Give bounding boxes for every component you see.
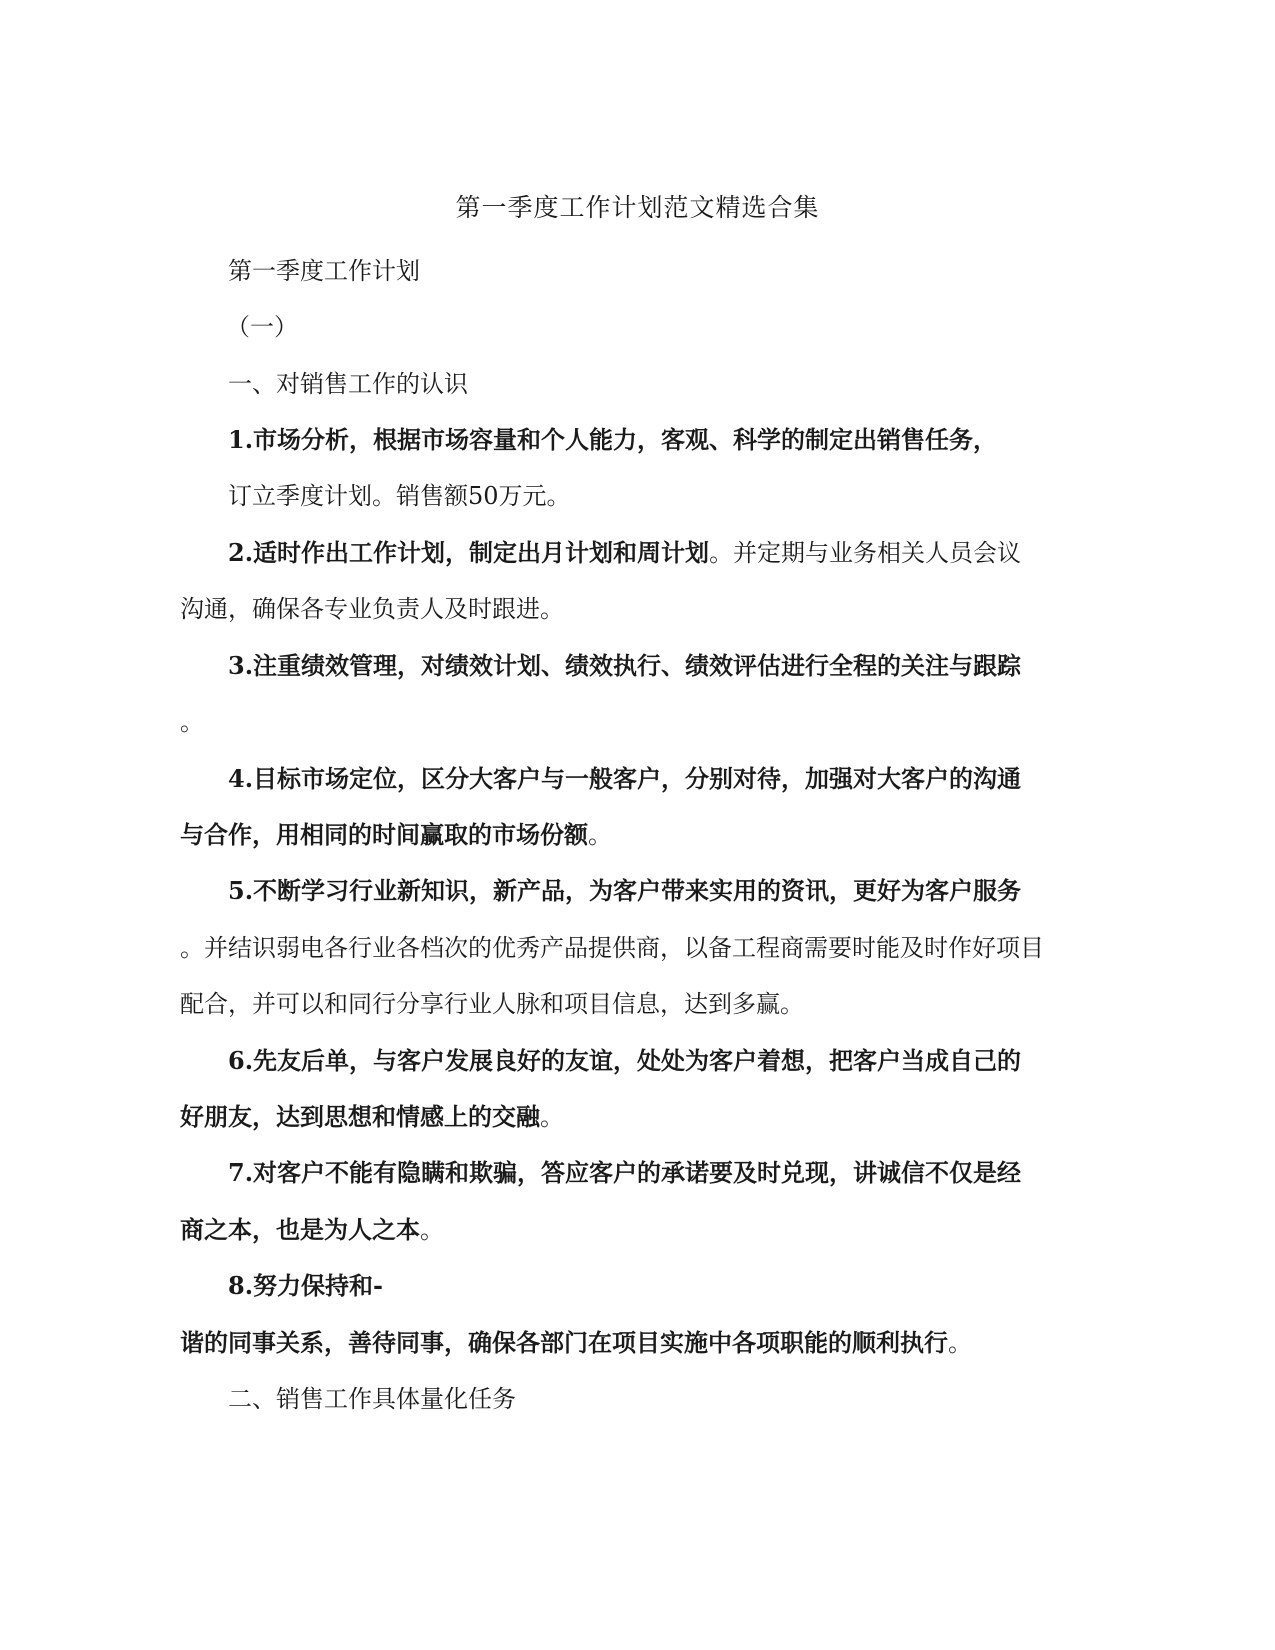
paragraph-3-line-1: 3.注重绩效管理，对绩效计划、绩效执行、绩效评估进行全程的关注与跟踪 xyxy=(228,651,1022,680)
paragraph-8-line-2 xyxy=(180,1328,972,1358)
paragraph-7-cont-bold: 商之本，也是为人之本 xyxy=(180,1215,420,1244)
document-subtitle: 第一季度工作计划 xyxy=(228,257,420,285)
paragraph-6-cont-bold: 好朋友，达到思想和情感上的交融 xyxy=(180,1102,540,1131)
paragraph-4-cont-bold: 与合作，用相同的时间赢取的市场份额 xyxy=(180,820,588,849)
paragraph-8-line-1: 8.努力保持和- xyxy=(228,1271,384,1300)
paragraph-8-cont-rest: 。 xyxy=(948,1329,972,1357)
paragraph-6-line-2 xyxy=(180,1102,564,1132)
section-heading-1: 一、对销售工作的认识 xyxy=(228,370,468,398)
paragraph-8-cont-bold: 谐的同事关系，善待同事，确保各部门在项目实施中各项职能的顺利执行 xyxy=(180,1328,948,1357)
paragraph-7-cont-rest: 。 xyxy=(420,1216,444,1244)
paragraph-1-line-1: 1.市场分析，根据市场容量和个人能力，客观、科学的制定出销售任务， xyxy=(228,425,998,454)
section-heading-2: 二、销售工作具体量化任务 xyxy=(228,1385,516,1413)
paragraph-5-line-1: 5.不断学习行业新知识，新产品，为客户带来实用的资讯，更好为客户服务 xyxy=(228,876,1022,905)
part-label: （一） xyxy=(226,313,298,341)
paragraph-5-line-3: 配合，并可以和同行分享行业人脉和项目信息，达到多赢。 xyxy=(180,990,804,1018)
paragraph-6-cont-rest: 。 xyxy=(540,1103,564,1131)
paragraph-1-line-2: 订立季度计划。销售额50万元。 xyxy=(228,482,571,510)
paragraph-6-line-1: 6.先友后单，与客户发展良好的友谊，处处为客户着想，把客户当成自己的 xyxy=(228,1046,1022,1075)
paragraph-4-line-2 xyxy=(180,820,612,850)
paragraph-2-line-2: 沟通，确保各专业负责人及时跟进。 xyxy=(180,595,564,623)
paragraph-2-rest: 。并定期与业务相关人员会议 xyxy=(709,539,1022,567)
paragraph-4-line-1: 4.目标市场定位，区分大客户与一般客户，分别对待，加强对大客户的沟通 xyxy=(228,764,1022,793)
paragraph-5-line-2: 。并结识弱电各行业各档次的优秀产品提供商，以备工程商需要时能及时作好项目 xyxy=(180,934,1044,962)
paragraph-4-cont-rest: 。 xyxy=(588,821,612,849)
paragraph-2-line-1 xyxy=(228,538,1021,568)
paragraph-7-line-2 xyxy=(180,1215,444,1245)
document-title: 第一季度工作计划范文精选合集 xyxy=(455,193,820,222)
paragraph-7-line-1: 7.对客户不能有隐瞒和欺骗，答应客户的承诺要及时兑现，讲诚信不仅是经 xyxy=(228,1158,1022,1187)
paragraph-3-line-2: 。 xyxy=(180,708,204,736)
paragraph-2-bold: 2.适时作出工作计划，制定出月计划和周计划 xyxy=(228,538,710,567)
